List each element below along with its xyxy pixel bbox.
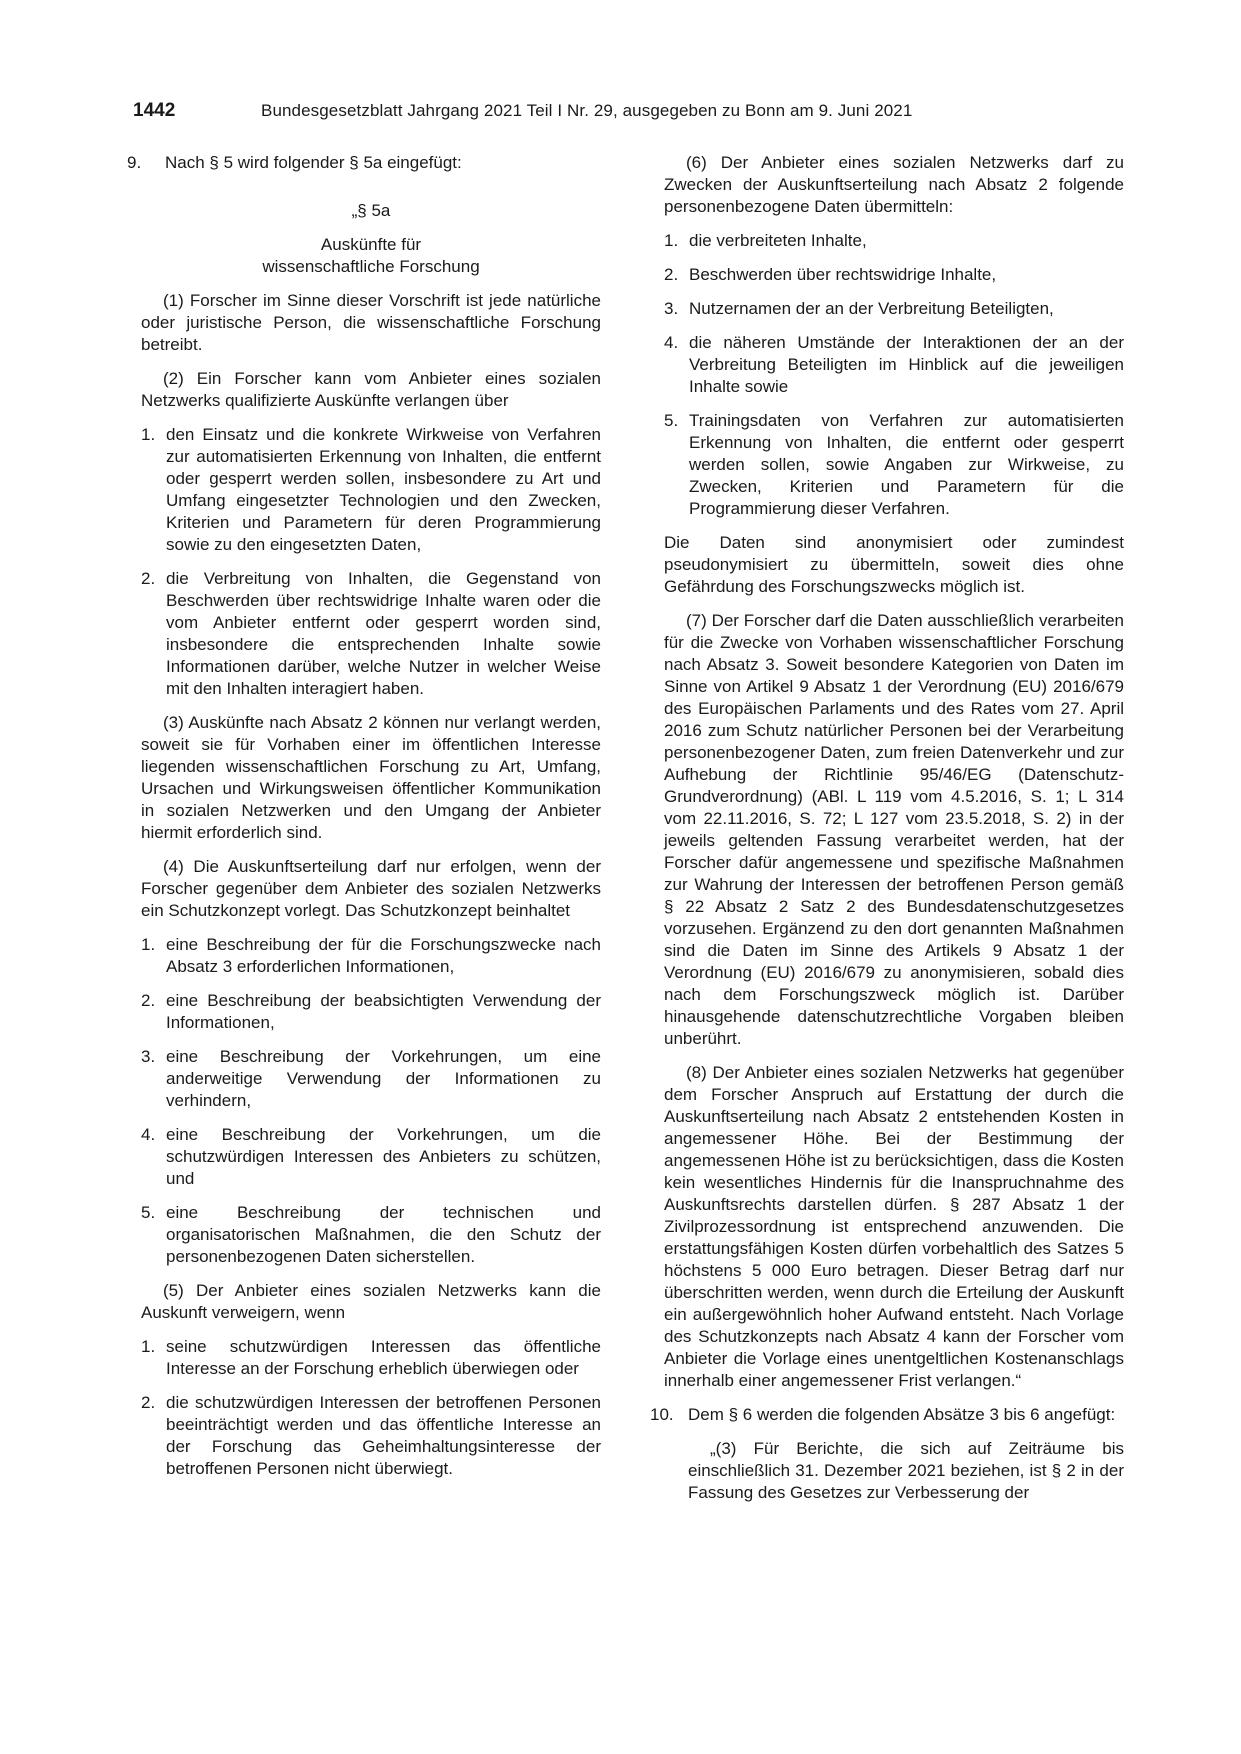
list-item bbox=[141, 1392, 601, 1480]
item-text: Trainingsdaten von Verfahren zur automatisierten Erkennung von Inhalten, die entfernt oder gesperrt werden sollen, sowie Angaben zur Wirkweise, zu Zwecken, Kriterien und Parametern für die Programmierung dieser Verfahren. bbox=[689, 411, 1124, 518]
paragraph: (4) Die Auskunftserteilung darf nur erfolgen, wenn der Forscher gegenüber dem Anbieter des sozialen Netzwerks ein Schutzkonzept vorlegt. Das Schutzkonzept beinhaltet bbox=[141, 857, 601, 920]
section-label: „§ 5a bbox=[351, 201, 391, 220]
item-text: die Verbreitung von Inhalten, die Gegenstand von Beschwerden über rechtswidrige Inhalte waren oder die vom Anbieter entfernt oder gesperrt worden sind, insbesondere die entsprechenden Inhalte sowie Informationen darüber, welche Nutzer in welcher Weise mit den Inhalten interagiert haben. bbox=[166, 569, 601, 698]
paragraph: (2) Ein Forscher kann vom Anbieter eines sozialen Netzwerks qualifizierte Auskünfte verlangen über bbox=[141, 369, 601, 410]
item-text: eine Beschreibung der beabsichtigten Verwendung der Informationen, bbox=[166, 991, 601, 1032]
item-text: den Einsatz und die konkrete Wirkweise von Verfahren zur automatisierten Erkennung von Inhalten, die entfernt oder gesperrt werden sollen, insbesondere zu Art und Umfang eingesetzter Technologien und den Zwecken, Kriterien und Parametern für deren Programmierung sowie zu den eingesetzten Daten, bbox=[166, 425, 601, 554]
item-number: 9. bbox=[127, 153, 142, 172]
item-number: 5. bbox=[664, 411, 679, 430]
paragraph: „(3) Für Berichte, die sich auf Zeiträume bis einschließlich 31. Dezember 2021 beziehen, ist § 2 in der Fassung des Gesetzes zur Verbesserung der bbox=[688, 1439, 1124, 1502]
list-item bbox=[141, 424, 601, 556]
list-item bbox=[141, 1202, 601, 1268]
paragraph: (6) Der Anbieter eines sozialen Netzwerks darf zu Zwecken der Auskunftserteilung nach Absatz 2 folgende personenbezogene Daten übermitteln: bbox=[664, 153, 1124, 216]
item-text: die verbreiteten Inhalte, bbox=[689, 231, 867, 250]
list-item bbox=[650, 1404, 1124, 1426]
item-text: eine Beschreibung der Vorkehrungen, um eine anderweitige Verwendung der Informationen zu verhindern, bbox=[166, 1047, 601, 1110]
list-item bbox=[141, 1046, 601, 1112]
item-text: Nach § 5 wird folgender § 5a eingefügt: bbox=[165, 153, 462, 172]
list-item bbox=[664, 410, 1124, 520]
page-number: 1442 bbox=[133, 100, 176, 121]
item-number: 1. bbox=[141, 935, 156, 954]
item-number: 2. bbox=[664, 265, 679, 284]
right-column bbox=[650, 152, 1124, 1516]
item-number: 1. bbox=[664, 231, 679, 250]
paragraph: Die Daten sind anonymisiert oder zumindest pseudonymisiert zu übermitteln, soweit dies ohne Gefährdung des Forschungszwecks möglich ist. bbox=[664, 533, 1124, 596]
list-item bbox=[127, 152, 601, 174]
item-number: 1. bbox=[141, 425, 156, 444]
item-number: 2. bbox=[141, 1393, 156, 1412]
item-number: 10. bbox=[650, 1405, 674, 1424]
list-item bbox=[141, 568, 601, 700]
section-title-line: wissenschaftliche Forschung bbox=[262, 257, 480, 276]
paragraph: (7) Der Forscher darf die Daten ausschließlich verarbeiten für die Zwecke von Vorhaben wissenschaftlicher Forschung nach Absatz 3. Soweit besondere Kategorien von Daten im Sinne von Artikel 9 Absatz 1 der Verordnung (EU) 2016/679 des Europäischen Parlaments und des Rates vom 27. April 2016 zum Schutz natürlicher Personen bei der Verarbeitung personenbezogener Daten, zum freien Datenverkehr und zur Aufhebung der Richtlinie 95/46/EG (Datenschutz-Grundverordnung) (ABl. L 119 vom 4.5.2016, S. 1; L 314 vom 22.11.2016, S. 72; L 127 vom 23.5.2018, S. 2) in der jeweils geltenden Fassung verarbeitet werden, hat der Forscher dafür angemessene und spezifische Maßnahmen zur Wahrung der Interessen der betroffenen Person gemäß § 22 Absatz 2 Satz 2 des Bundesdatenschutzgesetzes vorzusehen. Ergänzend zu den dort genannten Maßnahmen sind die Daten im Sinne des Artikels 9 Absatz 1 der Verordnung (EU) 2016/679 zu anonymisieren, sobald dies nach dem Forschungszweck möglich ist. Darüber hinausgehende datenschutzrechtliche Vorgaben bleiben unberührt. bbox=[664, 611, 1124, 1048]
list-item bbox=[141, 1336, 601, 1380]
item-number: 2. bbox=[141, 569, 156, 588]
item-text: die schutzwürdigen Interessen der betroffenen Personen beeinträchtigt werden und das öffentliche Interesse an der Forschung das Geheimhaltungsinteresse der betroffenen Personen nicht überwiegt. bbox=[166, 1393, 601, 1478]
item-number: 4. bbox=[664, 333, 679, 352]
page-header bbox=[133, 100, 1123, 124]
item-text: eine Beschreibung der Vorkehrungen, um die schutzwürdigen Interessen des Anbieters zu schützen, und bbox=[166, 1125, 601, 1188]
left-column bbox=[127, 152, 601, 1492]
list-item bbox=[141, 934, 601, 978]
list-item bbox=[664, 230, 1124, 252]
list-item bbox=[141, 1124, 601, 1190]
item-number: 3. bbox=[141, 1047, 156, 1066]
item-text: Beschwerden über rechtswidrige Inhalte, bbox=[689, 265, 997, 284]
section-title bbox=[141, 234, 601, 278]
item-text: eine Beschreibung der für die Forschungszwecke nach Absatz 3 erforderlichen Informationen, bbox=[166, 935, 601, 976]
running-title: Bundesgesetzblatt Jahrgang 2021 Teil I Nr. 29, ausgegeben zu Bonn am 9. Juni 2021 bbox=[261, 101, 913, 120]
item-number: 5. bbox=[141, 1203, 156, 1222]
item-number: 4. bbox=[141, 1125, 156, 1144]
item-number: 1. bbox=[141, 1337, 156, 1356]
item-number: 3. bbox=[664, 299, 679, 318]
paragraph: (1) Forscher im Sinne dieser Vorschrift ist jede natürliche oder juristische Person, die wissenschaftliche Forschung betreibt. bbox=[141, 291, 601, 354]
list-item bbox=[664, 298, 1124, 320]
item-text: seine schutzwürdigen Interessen das öffentliche Interesse an der Forschung erheblich überwiegen oder bbox=[166, 1337, 601, 1378]
item-text: die näheren Umstände der Interaktionen der an der Verbreitung Beteiligten im Hinblick auf die jeweiligen Inhalte sowie bbox=[689, 333, 1124, 396]
paragraph: (3) Auskünfte nach Absatz 2 können nur verlangt werden, soweit sie für Vorhaben einer im öffentlichen Interesse liegenden wissenschaftlichen Forschung zu Art, Umfang, Ursachen und Wirkungsweisen öffentlicher Kommunikation in sozialen Netzwerken und den Umgang der Anbieter hiermit erforderlich sind. bbox=[141, 713, 601, 842]
item-number: 2. bbox=[141, 991, 156, 1010]
section-title-line: Auskünfte für bbox=[320, 235, 422, 254]
paragraph: (8) Der Anbieter eines sozialen Netzwerks hat gegenüber dem Forscher Anspruch auf Erstattung der durch die Auskunftserteilung nach Absatz 2 entstehenden Kosten in angemessener Höhe. Bei der Bestimmung der angemessenen Höhe ist zu berücksichtigen, dass die Kosten kein wesentliches Hindernis für die Inanspruchnahme des Auskunftsrechts darstellen dürfen. § 287 Absatz 1 der Zivilprozessordnung ist entsprechend anzuwenden. Die erstattungsfähigen Kosten dürfen vorbehaltlich des Satzes 5 höchstens 5 000 Euro betragen. Dieser Betrag darf nur überschritten werden, wenn durch die Erteilung der Auskunft ein außergewöhnlich hoher Aufwand entsteht. Nach Vorlage des Schutzkonzepts nach Absatz 4 kann der Forscher vom Anbieter die Vorlage eines unentgeltlichen Kostenanschlags innerhalb einer angemessener Frist verlangen.“ bbox=[664, 1063, 1124, 1390]
paragraph: (5) Der Anbieter eines sozialen Netzwerks kann die Auskunft verweigern, wenn bbox=[141, 1281, 601, 1322]
list-item bbox=[664, 264, 1124, 286]
item-text: Nutzernamen der an der Verbreitung Beteiligten, bbox=[689, 299, 1054, 318]
item-text: eine Beschreibung der technischen und organisatorischen Maßnahmen, die den Schutz der personenbezogenen Daten sicherstellen. bbox=[166, 1203, 601, 1266]
list-item bbox=[664, 332, 1124, 398]
list-item bbox=[141, 990, 601, 1034]
item-text: Dem § 6 werden die folgenden Absätze 3 bis 6 angefügt: bbox=[688, 1405, 1116, 1424]
